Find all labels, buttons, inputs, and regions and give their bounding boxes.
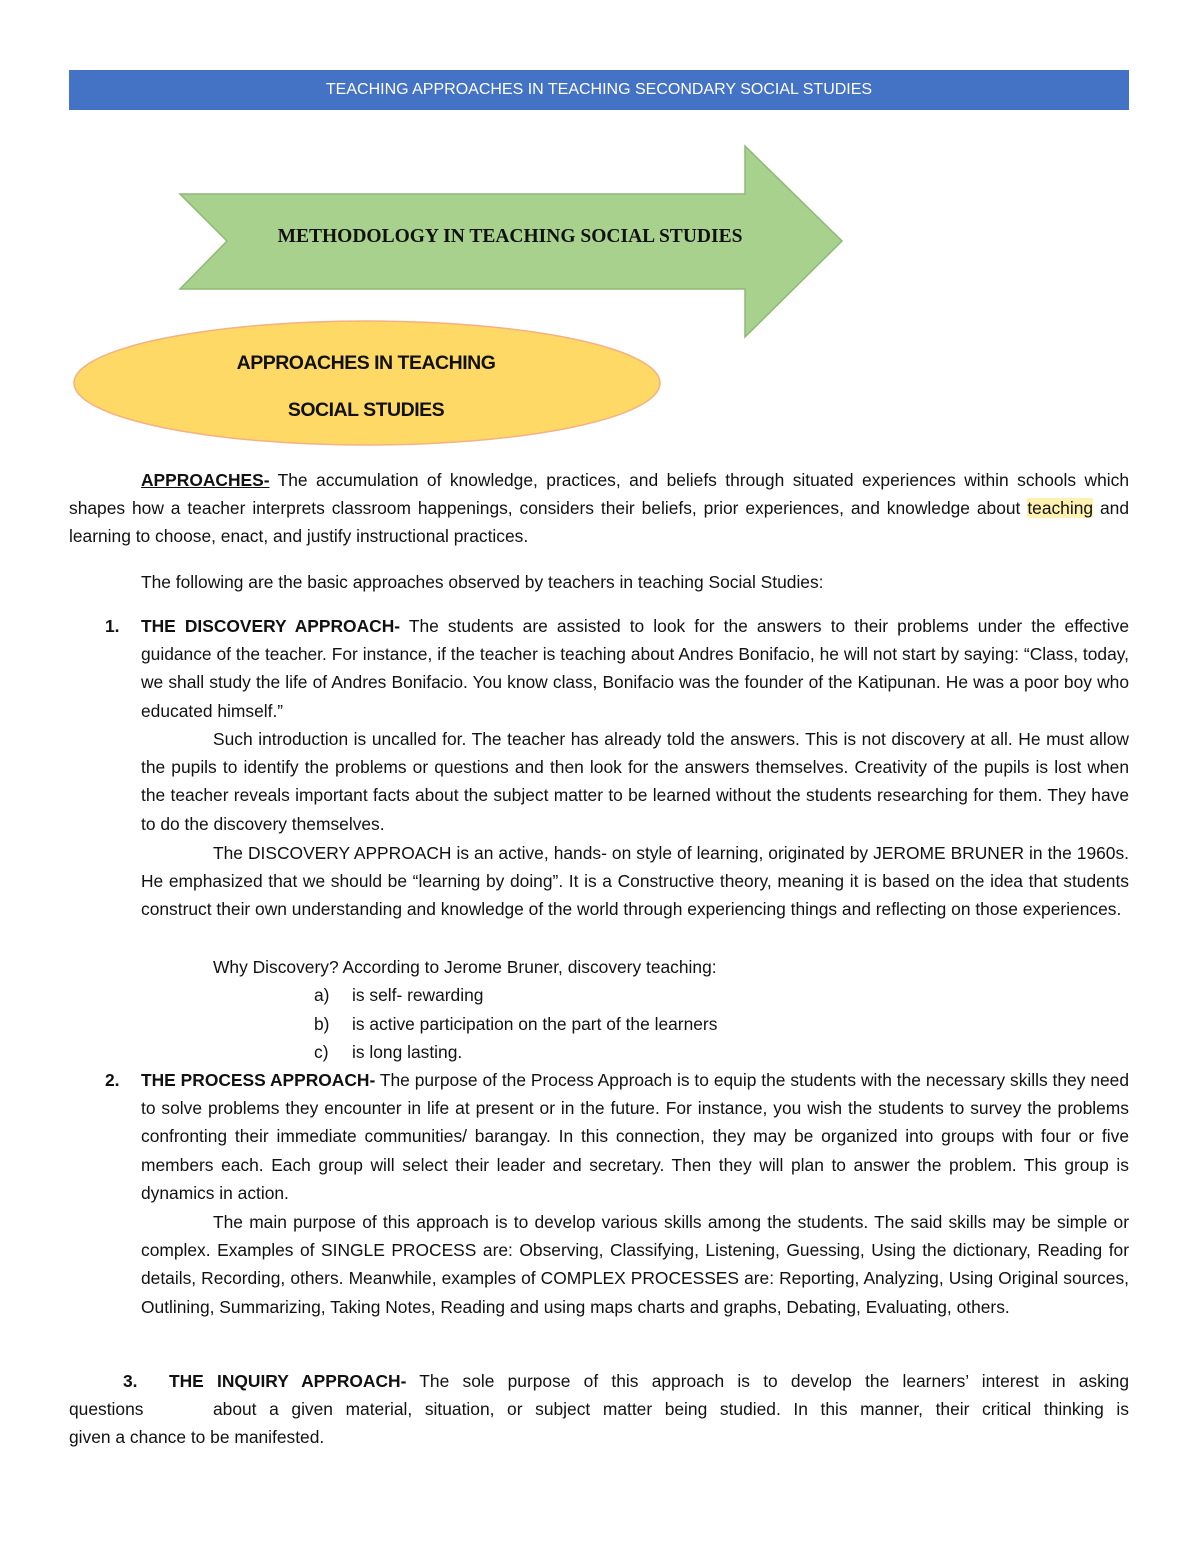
process-lead-text: The purpose of the Process Approach is to equip the students with the necessary skills they need to solve problems they encounter in life at present or in the future. For instance, you wish the students to survey the problems confronting their immediate communities/ barangay. In this connection, they may be organized into groups with four or five members each. Each group will select their leader and secretary. Then they will plan to answer the problem. This group is dynamics in action. xyxy=(141,1070,1130,1203)
following-sentence: The following are the basic approaches observed by teachers in teaching Social Studies: xyxy=(141,572,824,592)
definition-text-b: and learning to choose, enact, and justify instructional practices. xyxy=(69,498,1129,547)
definition-text-a: The accumulation of knowledge, practices, and beliefs through situated experiences within schools which shapes how a teacher interprets classroom happenings, considers their beliefs, prior experiences, and knowledge about xyxy=(69,470,1129,519)
discovery-paragraph-1: Such introduction is uncalled for. The teacher has already told the answers. This is not discovery at all. He must allow the pupils to identify the problems or questions and then look for the answers themselves. Creativity of the pupils is lost when the teacher reveals important facts about the subject matter to be learned without the students researching for them. They have to do the discovery themselves. xyxy=(141,729,1129,834)
item-number-1: 1. xyxy=(105,616,120,636)
list-letter: a) xyxy=(314,985,330,1005)
process-approach-title: THE PROCESS APPROACH- xyxy=(141,1070,376,1090)
oval-label xyxy=(150,340,582,434)
item-number-2: 2. xyxy=(105,1070,120,1090)
discovery-approach-title: THE DISCOVERY APPROACH- xyxy=(141,616,401,636)
definition-term: APPROACHES- xyxy=(141,470,270,490)
inquiry-approach-lead xyxy=(169,1367,1129,1395)
item-number-3: 3. xyxy=(123,1371,138,1391)
header-title: TEACHING APPROACHES IN TEACHING SECONDARY SOCIAL STUDIES xyxy=(325,81,873,98)
list-letter: c) xyxy=(314,1042,329,1062)
inquiry-approach-title: THE INQUIRY APPROACH- xyxy=(169,1371,407,1391)
list-text: is long lasting. xyxy=(352,1042,463,1062)
list-item xyxy=(314,1010,717,1038)
list-item xyxy=(314,1038,462,1066)
list-text: is active participation on the part of the learners xyxy=(352,1014,718,1034)
approaches-definition xyxy=(69,466,1129,551)
discovery-paragraph-2: The DISCOVERY APPROACH is an active, hands- on style of learning, originated by JEROME BRUNER in the 1960s. He emphasized that we should be “learning by doing”. It is a Constructive theory, meaning it is based on the idea that students construct their own understanding and knowledge of the world through experiencing things and reflecting on those experiences. xyxy=(141,843,1129,920)
process-approach-lead xyxy=(141,1066,1129,1207)
process-paragraph-1: The main purpose of this approach is to develop various skills among the students. The said skills may be simple or complex. Examples of SINGLE PROCESS are: Observing, Classifying, Listening, Guessing, Using the dictionary, Reading for details, Recording, others. Meanwhile, examples of COMPLEX PROCESSES are: Reporting, Analyzing, Using Original sources, Outlining, Summarizing, Taking Notes, Reading and using maps charts and graphs, Debating, Evaluating, others. xyxy=(141,1212,1129,1317)
list-letter: b) xyxy=(314,1014,330,1034)
oval-label-line2: SOCIAL STUDIES xyxy=(287,399,445,421)
inquiry-lead-text: The sole purpose of this approach is to develop the learners’ interest in asking xyxy=(406,1371,1129,1391)
list-item xyxy=(314,981,483,1009)
discovery-lead-text: The students are assisted to look for the answers to their problems under the effective guidance of the teacher. For instance, if the teacher is teaching about Andres Bonifacio, he will not start by saying: “Class, today, we shall study the life of Andres Bonifacio. You know class, Bonifacio was the founder of the Katipunan. He was a poor boy who educated himself.” xyxy=(141,616,1129,721)
discovery-approach-lead xyxy=(141,612,1129,725)
highlighted-word: teaching xyxy=(1027,498,1094,519)
list-text: is self- rewarding xyxy=(352,985,484,1005)
inquiry-line2-start: questions xyxy=(69,1399,144,1419)
inquiry-line2-rest: about a given material, situation, or subject matter being studied. In this manner, their critical thinking is xyxy=(213,1399,1129,1419)
oval-label-line1: APPROACHES IN TEACHING xyxy=(236,352,496,374)
discovery-paragraph-3: Why Discovery? According to Jerome Bruner, discovery teaching: xyxy=(213,957,717,977)
arrow-label: METHODOLOGY IN TEACHING SOCIAL STUDIES xyxy=(277,226,743,247)
inquiry-line3: given a chance to be manifested. xyxy=(69,1427,325,1447)
